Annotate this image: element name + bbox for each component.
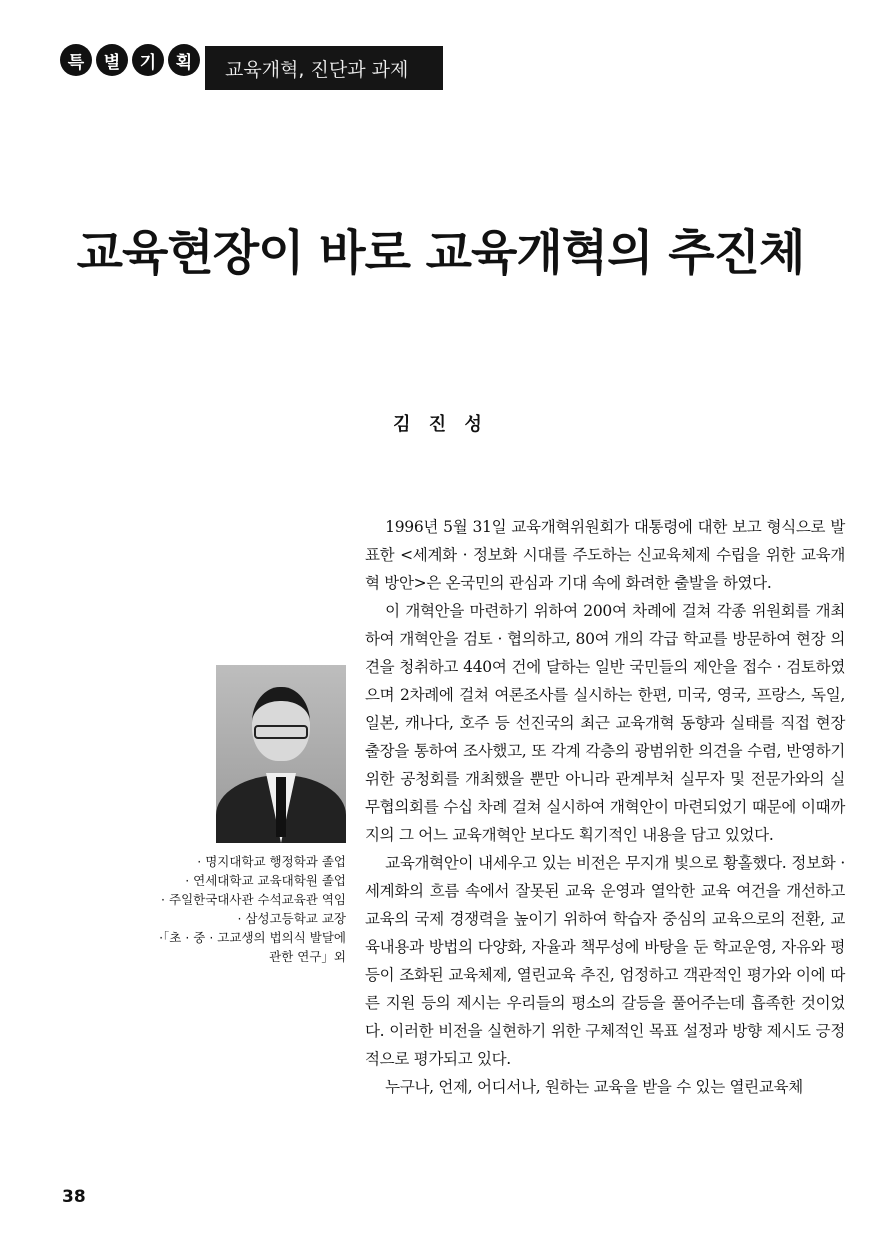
page-number: 38 [62, 1187, 86, 1207]
series-title-bar [205, 46, 443, 90]
badge-char: 획 [168, 44, 200, 76]
bio-line: · 삼성고등학교 교장 [237, 911, 346, 926]
article-title: 교육현장이 바로 교육개혁의 추진체 [76, 225, 805, 281]
bio-line: · 명지대학교 행정학과 졸업 [197, 854, 346, 869]
badge-char: 별 [96, 44, 128, 76]
body-paragraph: 1996년 5월 31일 교육개혁위원회가 대통령에 대한 보고 형식으로 발표한 <세계화 · 정보화 시대를 주도하는 신교육체제 수립을 위한 교육개혁 방안>은 온국민의 관심과 기대 속에 화려한 출발을 하였다. [365, 518, 845, 592]
photo-glasses-shape [254, 725, 308, 739]
photo-head-shape [252, 687, 310, 761]
series-title: 교육개혁, 진단과 과제 [225, 58, 409, 81]
badge-char: 기 [132, 44, 164, 76]
photo-tie-shape [276, 777, 286, 837]
bio-line: ·「초 · 중 · 고교생의 법의식 발달에 [159, 930, 346, 945]
bio-line: · 주일한국대사관 수석교육관 역임 [161, 892, 346, 907]
author-name: 김 진 성 [393, 414, 488, 435]
body-paragraph: 이 개혁안을 마련하기 위하여 200여 차례에 걸쳐 각종 위원회를 개최하여 개혁안을 검토 · 협의하고, 80여 개의 각급 학교를 방문하여 현장 의견을 청취하고 440여 건에 달하는 일반 국민들의 제안을 접수 · 검토하였으며 2차례에 걸쳐 여론조사를 실시하는 한편, 미국, 영국, 프랑스, 독일, 일본, 캐나다, 호주 등 선진국의 최근 교육개혁 동향과 실태를 직접 현장 출장을 통하여 조사했고, 또 각계 각층의 광범위한 의견을 수렴, 반영하기 위한 공청회를 개최했을 뿐만 아니라 관계부처 실무자 및 전문가와의 실무협의회를 수십 차례 걸쳐 실시하여 개혁안이 마련되었기 때문에 이때까지의 그 어느 교육개혁안 보다도 획기적인 내용을 담고 있었다. [365, 602, 845, 844]
badge-char: 특 [60, 44, 92, 76]
author-bio [130, 852, 346, 966]
author-photo [216, 665, 346, 843]
body-paragraph: 교육개혁안이 내세우고 있는 비전은 무지개 빛으로 황홀했다. 정보화 · 세계화의 흐름 속에서 잘못된 교육 운영과 열악한 교육 여건을 개선하고 교육의 국제 경쟁력을 높이기 위하여 학습자 중심의 교육으로의 전환, 교육내용과 방법의 다양화, 자율과 책무성에 바탕을 둔 학교운영, 자유와 평등이 조화된 교육체제, 열린교육 추진, 엄정하고 객관적인 평가와 이에 따른 지원 등의 제시는 우리들의 평소의 갈등을 풀어주는데 흡족한 것이었다. 이러한 비전을 실현하기 위한 구체적인 목표 설정과 방향 제시도 긍정적으로 평가되고 있다. [365, 854, 845, 1068]
body-paragraph: 누구나, 언제, 어디서나, 원하는 교육을 받을 수 있는 열린교육체 [385, 1078, 803, 1096]
bio-line: 관한 연구」외 [269, 949, 346, 964]
article-body [365, 513, 845, 1101]
bio-line: · 연세대학교 교육대학원 졸업 [185, 873, 346, 888]
special-feature-badges [60, 44, 200, 76]
